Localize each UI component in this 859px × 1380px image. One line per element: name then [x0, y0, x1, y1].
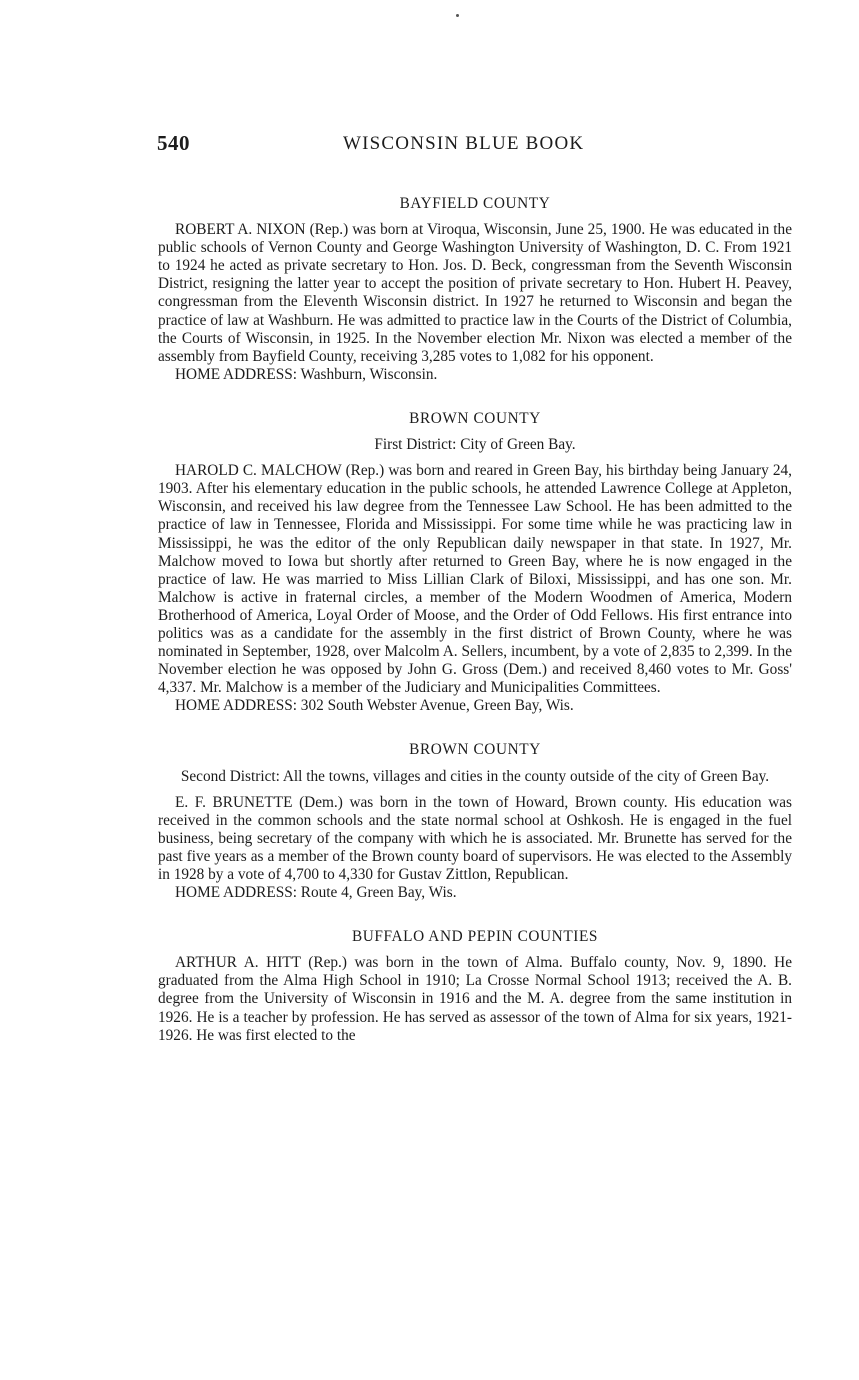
section-heading: BROWN COUNTY — [409, 409, 541, 427]
scan-speck — [456, 14, 459, 17]
biography-paragraph: HAROLD C. MALCHOW (Rep.) was born and reared in Green Bay, his birthday being January 24, 1903. After his elementary education in the public schools, he attended Lawrence College at Appleton, Wisconsin, and received his law degree from the Tennessee Law School. He has been admitted to the practice of law in Tennessee, Florida and Mississippi. For some time while he was practicing law in Mississippi, he was the editor of the only Republican daily newspaper in that state. In 1927, Mr. Malchow moved to Iowa but shortly after returned to Green Bay, where he is now engaged in the practice of law. He was married to Miss Lillian Clark of Biloxi, Mississippi, and has one son. Mr. Malchow is active in fraternal circles, a member of the Modern Woodmen of America, Modern Brotherhood of America, Loyal Order of Moose, and the Order of Odd Fellows. His first entrance into politics was as a candidate for the assembly in the first district of Brown County, where he was nominated in September, 1928, over Malcolm A. Sellers, incumbent, by a vote of 2,835 to 2,399. In the November election he was opposed by John G. Gross (Dem.) and received 8,460 votes to Mr. Goss' 4,337. Mr. Malchow is a member of the Judiciary and Municipalities Committees. — [158, 462, 792, 697]
district-description: First District: City of Green Bay. — [374, 436, 576, 454]
biography-paragraph: ARTHUR A. HITT (Rep.) was born in the town of Alma. Buffalo county, Nov. 9, 1890. He graduated from the Alma High School in 1910; La Crosse Normal School 1913; received the A. B. degree from the University of Wisconsin in 1916 and the M. A. degree from the same institution in 1926. He is a teacher by profession. He has served as assessor of the town of Alma for six years, 1921-1926. He was first elected to the — [158, 954, 792, 1044]
biography-paragraph: E. F. BRUNETTE (Dem.) was born in the town of Howard, Brown county. His education was received in the common schools and the state normal school at Oshkosh. He is engaged in the fuel business, being secretary of the company with which he is associated. Mr. Brunette has served for the past five years as a member of the Brown county board of supervisors. He was elected to the Assembly in 1928 by a vote of 4,700 to 4,330 for Gustav Zittlon, Republican. — [158, 793, 792, 883]
section-brown-county-second-district — [158, 741, 792, 902]
running-title: WISCONSIN BLUE BOOK — [343, 133, 585, 154]
section-heading: BAYFIELD COUNTY — [399, 195, 551, 212]
section-heading: BROWN COUNTY — [409, 741, 541, 759]
biography-paragraph: ROBERT A. NIXON (Rep.) was born at Viroqua, Wisconsin, June 25, 1900. He was educated in the public schools of Vernon County and George Washington University of Washington, D. C. From 1921 to 1924 he acted as private secretary to Hon. Jos. D. Beck, congressman from the Seventh Wisconsin District, resigning the latter year to accept the position of private secretary to Hon. Hubert H. Peavey, congressman from the Eleventh Wisconsin district. In 1927 he returned to Wisconsin and began the practice of law at Washburn. He was admitted to practice law in the Courts of the District of Columbia, the Courts of Wisconsin, in 1925. In the November election Mr. Nixon was elected a member of the assembly from Bayfield County, receiving 3,285 votes to 1,082 for his opponent. — [158, 221, 792, 365]
page-body — [158, 195, 792, 1045]
section-bayfield-county — [158, 195, 792, 384]
section-buffalo-and-pepin-counties — [158, 928, 792, 1045]
section-brown-county-first-district — [158, 410, 792, 716]
page-number: 540 — [157, 131, 190, 155]
home-address: HOME ADDRESS: 302 South Webster Avenue, Green Bay, Wis. — [175, 697, 574, 715]
home-address: HOME ADDRESS: Route 4, Green Bay, Wis. — [175, 884, 457, 902]
district-description: Second District: All the towns, villages and cities in the county outside of the city of Green Bay. — [180, 767, 770, 785]
home-address: HOME ADDRESS: Washburn, Wisconsin. — [175, 365, 438, 383]
section-heading: BUFFALO AND PEPIN COUNTIES — [351, 928, 599, 946]
